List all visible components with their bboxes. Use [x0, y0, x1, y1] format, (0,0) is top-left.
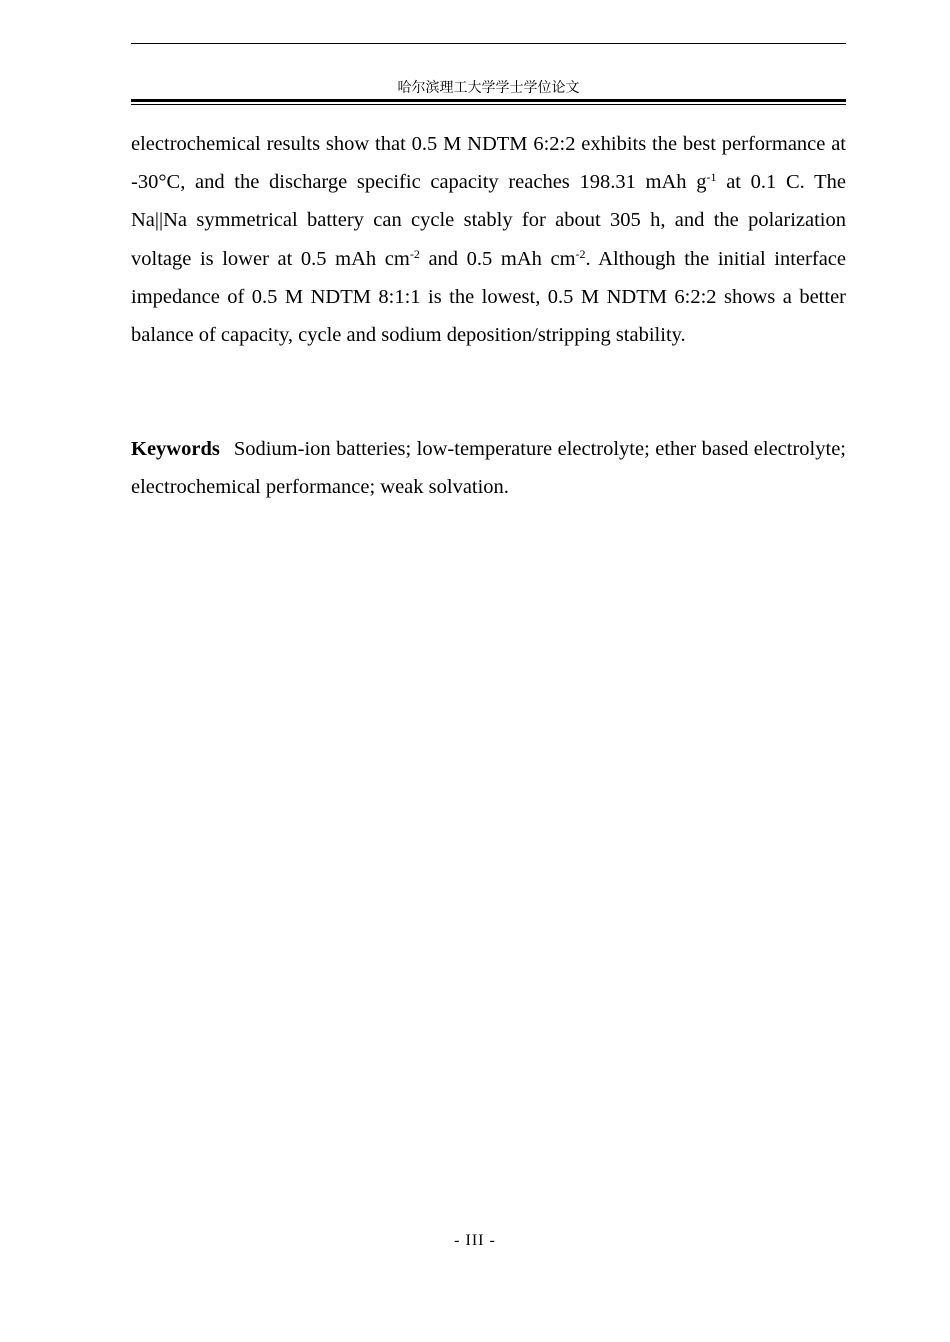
superscript-1: -1 [706, 170, 717, 185]
keywords-section [131, 430, 846, 506]
abstract-segment-2: at 0.1 C. The Na||Na symmetrical battery can cycle stably for about 305 h, and the polarization voltage is lower at 0.5 mAh cm [131, 171, 846, 270]
header-rule-thin [131, 104, 846, 105]
superscript-3: -2 [575, 246, 586, 261]
running-header: 哈尔滨理工大学学士学位论文 [397, 80, 580, 96]
header-rule-thick [131, 99, 846, 102]
abstract-segment-4: . Although the initial interface impedance of 0.5 M NDTM 8:1:1 is the lowest, 0.5 M NDTM 6:2:2 shows a better balance of capacity, cycle and sodium deposition/stripping stability. [131, 247, 846, 347]
keywords-label: Keywords [131, 438, 220, 460]
abstract-segment-1: electrochemical results show that 0.5 M NDTM 6:2:2 exhibits the best performance at -30°C, and the discharge specific capacity reaches 198.31 mAh g [131, 133, 846, 194]
superscript-2: -2 [409, 246, 420, 261]
page-number: - III - [454, 1232, 496, 1249]
keywords-text: Sodium-ion batteries; low-temperature electrolyte; ether based electrolyte; electrochemical performance; weak solvation. [131, 438, 846, 499]
abstract-text [131, 125, 846, 354]
abstract-paragraph [131, 125, 846, 354]
abstract-segment-3: and 0.5 mAh cm [419, 247, 576, 270]
header-top-rule [131, 43, 846, 44]
